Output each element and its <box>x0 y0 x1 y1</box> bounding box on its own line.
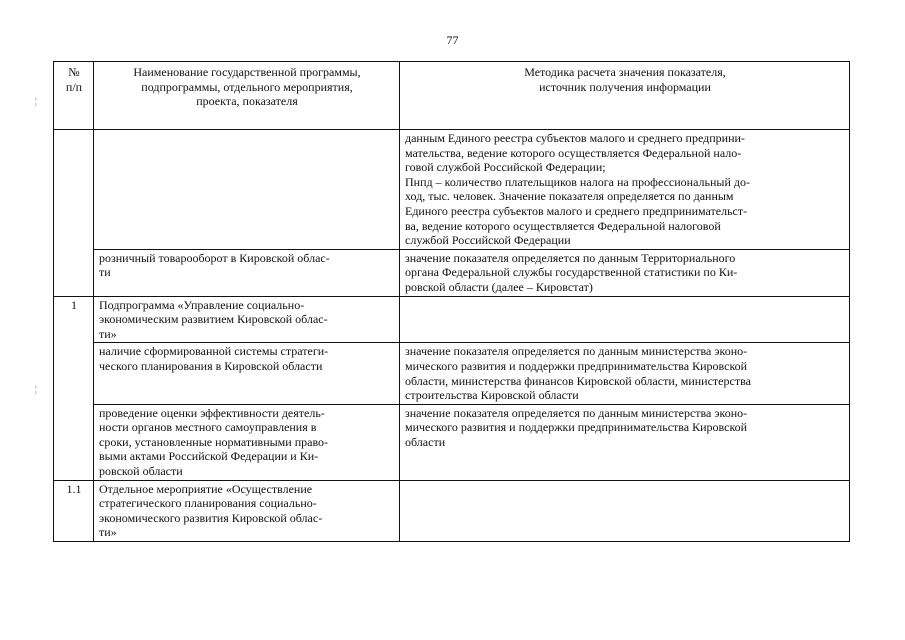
table-row <box>54 404 850 480</box>
row-name <box>94 130 400 250</box>
header-name <box>94 62 400 130</box>
table-row <box>54 343 850 404</box>
table-row <box>54 296 850 343</box>
name-line: ти» <box>99 326 117 341</box>
row-num <box>54 343 94 404</box>
name-line: экономического развития Кировской облас- <box>99 510 323 525</box>
header-num-line: № <box>68 65 80 79</box>
name-line: ческого планирования в Кировской области <box>99 358 323 373</box>
margin-mark: ¦ <box>35 384 37 394</box>
method-line: мического развития и поддержки предпринимательства Кировской <box>405 420 748 435</box>
method-line: области, министерства финансов Кировской области, министерства <box>405 373 751 388</box>
method-line: Единого реестра субъектов малого и среднего предпринимательст- <box>405 203 748 218</box>
header-method <box>400 62 850 130</box>
row-method <box>400 130 850 250</box>
name-line: Отдельное мероприятие «Осуществление <box>99 481 313 496</box>
row-name <box>94 296 400 343</box>
method-line: органа Федеральной службы государственной статистики по Ки- <box>405 265 738 280</box>
method-line: строительства Кировской области <box>405 388 579 403</box>
header-name-line: подпрограммы, отдельного мероприятия, <box>141 79 353 94</box>
row-num: 1 <box>54 296 94 343</box>
method-line: значение показателя определяется по данным министерства эконо- <box>405 344 748 359</box>
row-method <box>400 296 850 343</box>
row-name <box>94 343 400 404</box>
row-num <box>54 130 94 250</box>
row-num <box>54 404 94 480</box>
method-line: ва, ведение которого осуществляется Федеральной налоговой <box>405 218 721 233</box>
header-name-line: проекта, показателя <box>196 94 298 109</box>
name-line: проведение оценки эффективности деятель- <box>99 405 325 420</box>
name-line: ти» <box>99 525 117 540</box>
row-num: 1.1 <box>54 480 94 541</box>
method-line: значение показателя определяется по данным Территориального <box>405 250 736 265</box>
table-header-row <box>54 62 850 130</box>
method-line: говой службой Российской Федерации; <box>405 160 606 175</box>
page-number: 77 <box>446 33 459 47</box>
table-row <box>54 480 850 541</box>
name-line: сроки, установленные нормативными право- <box>99 434 329 449</box>
name-line: ровской области <box>99 464 183 479</box>
header-method-line: Методика расчета значения показателя, <box>524 65 726 79</box>
margin-mark: ¦ <box>35 96 37 106</box>
method-line: службой Российской Федерации <box>405 233 571 248</box>
name-line: наличие сформированной системы стратеги- <box>99 344 329 359</box>
header-method-line: источник получения информации <box>539 79 711 94</box>
method-line: значение показателя определяется по данным министерства эконо- <box>405 405 748 420</box>
row-method <box>400 249 850 296</box>
name-line: ности органов местного самоуправления в <box>99 420 317 435</box>
row-num <box>54 249 94 296</box>
table-row <box>54 130 850 250</box>
method-line: области <box>405 434 446 449</box>
name-line: ти <box>99 265 111 280</box>
header-name-line: Наименование государственной программы, <box>133 65 361 79</box>
name-line: стратегического планирования социально- <box>99 496 317 511</box>
method-line: мательства, ведение которого осуществляется Федеральной нало- <box>405 145 742 160</box>
header-num-line: п/п <box>65 79 83 94</box>
row-method <box>400 480 850 541</box>
name-line: розничный товарооборот в Кировской облас- <box>99 250 330 265</box>
row-method <box>400 404 850 480</box>
row-name <box>94 249 400 296</box>
method-line: ход, тыс. человек. Значение показателя определяется по данным <box>405 189 734 204</box>
name-line: экономическим развитием Кировской облас- <box>99 312 328 327</box>
table-row <box>54 249 850 296</box>
method-line: ровской области (далее – Кировстат) <box>405 279 593 294</box>
method-line: данным Единого реестра субъектов малого и среднего предприни- <box>405 131 745 145</box>
header-num <box>54 62 94 130</box>
row-name <box>94 480 400 541</box>
method-line: мического развития и поддержки предпринимательства Кировской <box>405 358 748 373</box>
row-name <box>94 404 400 480</box>
method-line: Пнпд – количество плательщиков налога на профессиональный до- <box>405 174 750 189</box>
indicator-methodology-table <box>53 61 850 542</box>
name-line: Подпрограмма «Управление социально- <box>99 297 305 312</box>
row-method <box>400 343 850 404</box>
name-line: выми актами Российской Федерации и Ки- <box>99 449 319 464</box>
